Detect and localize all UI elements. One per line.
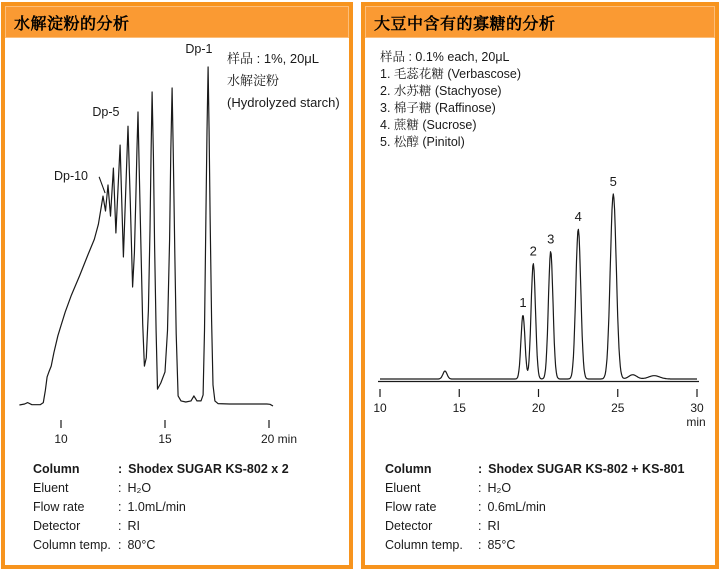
condition-label: Detector bbox=[385, 519, 433, 533]
colon-separator: : bbox=[478, 462, 483, 476]
svg-text:1: 1 bbox=[519, 295, 527, 310]
condition-value: H₂O bbox=[127, 481, 152, 495]
condition-value: Shodex SUGAR KS-802 x 2 bbox=[128, 462, 289, 476]
condition-row-detector bbox=[385, 517, 684, 536]
condition-label: Eluent bbox=[33, 481, 69, 495]
panel-hydrolyzed-starch bbox=[1, 2, 353, 569]
condition-label: Eluent bbox=[385, 481, 421, 495]
condition-row-column-temp bbox=[33, 536, 289, 555]
svg-text:4: 4 bbox=[574, 209, 582, 224]
svg-text:Dp-5: Dp-5 bbox=[92, 105, 120, 119]
condition-row-column bbox=[33, 460, 289, 479]
panel-title-bar bbox=[365, 6, 715, 38]
condition-label: Column temp. bbox=[33, 538, 111, 552]
sample-info bbox=[380, 49, 521, 151]
colon-separator: : bbox=[118, 538, 122, 552]
panel-soybean-oligosaccharides bbox=[361, 2, 719, 569]
condition-row-eluent bbox=[385, 479, 684, 498]
svg-text:Dp-10: Dp-10 bbox=[53, 168, 89, 183]
colon-separator: : bbox=[118, 481, 122, 495]
svg-text:15: 15 bbox=[158, 432, 172, 446]
sample-line: 1. 毛蕊花糖 (Verbascose) bbox=[380, 67, 522, 81]
condition-value: H₂O bbox=[487, 481, 512, 495]
sample-line: 水解淀粉 bbox=[227, 73, 280, 88]
colon-separator: : bbox=[478, 481, 482, 495]
condition-value: Shodex SUGAR KS-802 + KS-801 bbox=[488, 462, 685, 476]
svg-text:30: 30 bbox=[690, 401, 704, 415]
condition-row-column-temp bbox=[385, 536, 684, 555]
analysis-conditions bbox=[33, 460, 289, 555]
condition-label: Flow rate bbox=[33, 500, 85, 514]
svg-text:2: 2 bbox=[529, 243, 537, 259]
sample-line: 5. 松醇 (Pinitol) bbox=[380, 135, 465, 149]
condition-label: Flow rate bbox=[385, 500, 437, 514]
svg-text:20 min: 20 min bbox=[261, 432, 298, 446]
colon-separator: : bbox=[118, 519, 122, 533]
sample-line: 3. 棉子糖 (Raffinose) bbox=[380, 101, 496, 115]
panel-title: 水解淀粉的分析 bbox=[14, 15, 130, 33]
condition-row-flow-rate bbox=[385, 498, 684, 517]
colon-separator: : bbox=[478, 519, 482, 533]
condition-value: 1.0mL/min bbox=[127, 500, 186, 514]
sample-line: 2. 水苏糖 (Stachyose) bbox=[380, 84, 502, 98]
condition-value: 0.6mL/min bbox=[487, 500, 546, 514]
svg-text:25: 25 bbox=[611, 401, 625, 415]
sample-info bbox=[227, 48, 340, 114]
condition-value: RI bbox=[487, 519, 500, 533]
svg-text:20: 20 bbox=[531, 401, 546, 415]
colon-separator: : bbox=[118, 462, 123, 476]
condition-label: Column bbox=[33, 462, 80, 476]
svg-text:10: 10 bbox=[54, 432, 68, 446]
condition-row-column bbox=[385, 460, 684, 479]
condition-row-eluent bbox=[33, 479, 289, 498]
svg-text:10: 10 bbox=[373, 401, 387, 415]
condition-label: Detector bbox=[33, 519, 81, 533]
analysis-conditions bbox=[385, 460, 684, 555]
condition-row-flow-rate bbox=[33, 498, 289, 517]
condition-value: 85°C bbox=[487, 538, 516, 552]
svg-text:5: 5 bbox=[609, 174, 617, 189]
svg-text:Dp-1: Dp-1 bbox=[185, 42, 213, 57]
condition-value: 80°C bbox=[127, 538, 156, 552]
panel-title: 大豆中含有的寡糖的分析 bbox=[374, 15, 556, 33]
condition-row-detector bbox=[33, 517, 289, 536]
chromatogram-soybean-oligosaccharides bbox=[365, 160, 714, 436]
colon-separator: : bbox=[478, 500, 482, 514]
sample-line: (Hydrolyzed starch) bbox=[227, 95, 340, 110]
colon-separator: : bbox=[478, 538, 482, 552]
svg-text:3: 3 bbox=[547, 231, 555, 247]
sample-line: 样品 : 0.1% each, 20μL bbox=[380, 50, 510, 64]
svg-text:min: min bbox=[686, 415, 706, 429]
condition-label: Column bbox=[385, 462, 432, 476]
panel-title-bar bbox=[5, 6, 349, 38]
svg-text:15: 15 bbox=[452, 401, 466, 415]
sample-line: 4. 蔗糖 (Sucrose) bbox=[380, 118, 477, 132]
colon-separator: : bbox=[118, 500, 122, 514]
condition-label: Column temp. bbox=[385, 538, 463, 552]
sample-line: 样品 : 1%, 20μL bbox=[227, 51, 320, 66]
condition-value: RI bbox=[127, 519, 140, 533]
